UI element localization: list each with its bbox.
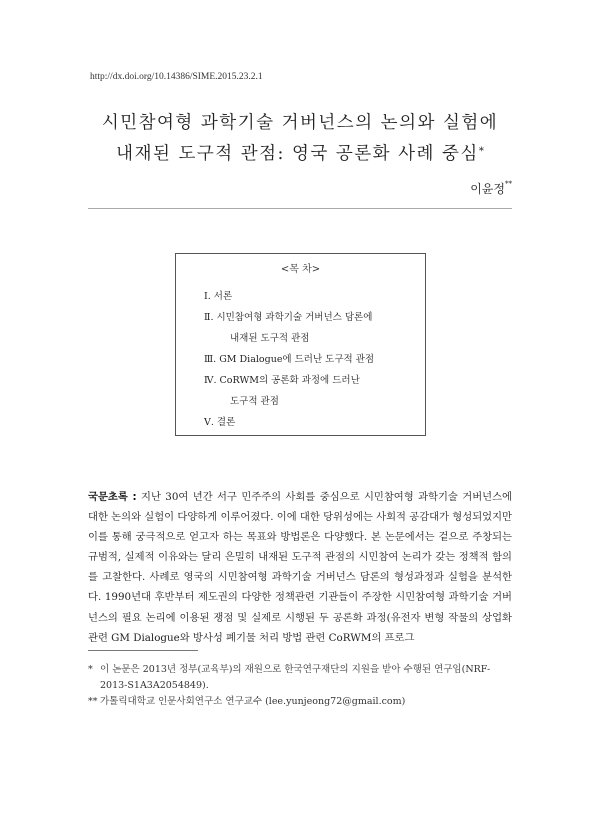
toc-item: Ⅰ. 서론 bbox=[204, 291, 233, 302]
toc-item: Ⅱ. 시민참여형 과학기술 거버넌스 담론에 bbox=[204, 312, 373, 323]
abstract bbox=[88, 487, 512, 648]
footnote-1-mark: * bbox=[88, 664, 93, 675]
title-footnote-mark[interactable]: * bbox=[478, 146, 484, 157]
title-divider bbox=[88, 208, 512, 209]
author-name: 이윤정 bbox=[470, 182, 505, 196]
title-line-2-text: 내재된 도구적 관점: 영국 공론화 사례 중심 bbox=[116, 144, 479, 164]
abstract-label: 국문초록 : bbox=[88, 491, 137, 503]
footnote-1 bbox=[88, 662, 512, 694]
toc-heading: <목 차> bbox=[280, 264, 321, 275]
author bbox=[470, 180, 512, 197]
toc-item-continued: 도구적 관점 bbox=[230, 396, 279, 407]
toc-list bbox=[204, 286, 374, 433]
footnote-divider bbox=[88, 650, 198, 651]
footnote-2-mark: ** bbox=[88, 696, 98, 707]
toc-item-continued: 내재된 도구적 관점 bbox=[230, 333, 310, 344]
title-line-2 bbox=[60, 139, 540, 170]
doi-link[interactable]: http://dx.doi.org/10.14386/SIME.2015.23.2.1 bbox=[90, 72, 263, 82]
footnote-2-text: 가톨릭대학교 인문사회연구소 연구교수 (lee.yunjeong72@gmail.com) bbox=[100, 696, 406, 707]
footnote-2 bbox=[88, 694, 512, 710]
table-of-contents bbox=[175, 253, 426, 436]
footnote-1-line-1: 이 논문은 2013년 정부(교육부)의 재원으로 한국연구재단의 지원을 받아 수행된 연구임(NRF- bbox=[100, 664, 491, 675]
toc-item: Ⅳ. CoRWM의 공론화 과정에 드러난 bbox=[204, 375, 360, 386]
footnote-1-line-2: 2013-S1A3A2054849). bbox=[100, 680, 209, 691]
paper-title bbox=[60, 108, 540, 170]
author-footnote-mark[interactable]: ** bbox=[505, 180, 512, 188]
title-line-1: 시민참여형 과학기술 거버넌스의 논의와 실험에 bbox=[101, 113, 499, 133]
toc-item: Ⅴ. 결론 bbox=[204, 417, 236, 428]
abstract-text: 지난 30여 년간 서구 민주주의 사회를 중심으로 시민참여형 과학기술 거버넌스에 대한 논의와 실험이 다양하게 이루어졌다. 이에 대한 당위성에는 사회적 공감대가 형성되었지만 이를 통해 궁극적으로 얻고자 하는 목표와 방법론은 다양했다. 본 논문에서는 겉으로 주창되는 규범적, 실제적 이유와는 달리 은밀히 내재된 도구적 관점의 시민참여 논리가 갖는 정책적 함의를 고찰한다. 사례로 영국의 시민참여형 과학기술 거버넌스 담론의 형성과정과 실험을 분석한다. 1990년대 후반부터 제도권의 다양한 정책관련 기관들이 주장한 시민참여형 과학기술 거버넌스의 필요 논리에 이용된 쟁점 및 실제로 시행된 두 공론화 과정(유전자 변형 작물의 상업화 관련 GM Dialogue와 방사성 폐기물 처리 방법 관련 CoRWM의 프로그 bbox=[88, 491, 512, 644]
toc-item: Ⅲ. GM Dialogue에 드러난 도구적 관점 bbox=[204, 354, 375, 365]
